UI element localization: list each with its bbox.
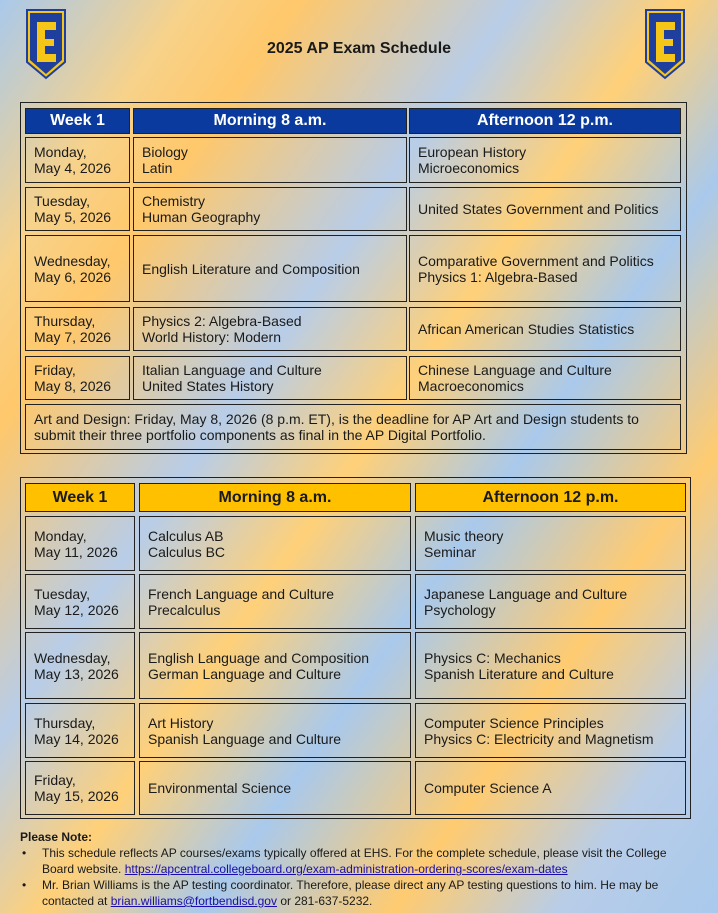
phone-text: or 281-637-5232. <box>276 894 373 908</box>
exam-name: Chemistry <box>142 193 206 209</box>
day-label: Monday, <box>34 144 87 160</box>
note-item <box>20 845 700 877</box>
week2-afternoon-cell <box>415 761 686 815</box>
exam-name: World History: Modern <box>142 329 282 345</box>
week1-day-cell <box>25 307 130 351</box>
exam-name: Latin <box>142 160 173 176</box>
week1-header-afternoon: Afternoon 12 p.m. <box>409 108 681 134</box>
exam-name: English Language and Composition <box>148 649 370 666</box>
week2-schedule-table <box>20 477 691 819</box>
exam-name: French Language and Culture <box>148 585 335 602</box>
week1-day-cell <box>25 187 130 231</box>
week2-morning-cell <box>139 761 411 815</box>
date-label: May 5, 2026 <box>34 209 112 225</box>
week2-header-week: Week 1 <box>25 483 135 512</box>
coordinator-email-link[interactable]: brian.williams@fortbendisd.gov <box>110 894 277 908</box>
week1-schedule-table <box>20 102 687 454</box>
college-board-link[interactable]: https://apcentral.collegeboard.org/exam-administration-ordering-scores/exam-dates <box>124 862 568 876</box>
week2-day-cell <box>25 703 135 758</box>
exam-name: Environmental Science <box>148 780 292 796</box>
day-label: Tuesday, <box>34 585 91 602</box>
exam-name: Psychology <box>424 601 496 618</box>
notes-list <box>20 845 700 909</box>
day-label: Tuesday, <box>34 193 91 209</box>
date-label: May 6, 2026 <box>34 268 112 285</box>
date-label: May 11, 2026 <box>34 543 118 560</box>
week2-morning-cell <box>139 516 411 571</box>
week1-afternoon-cell <box>409 307 681 351</box>
note-text: This schedule reflects AP courses/exams typically offered at EHS. For the complete schedule, please visit the College Board website. <box>42 846 667 876</box>
week1-day-cell <box>25 137 130 183</box>
week2-afternoon-cell <box>415 516 686 571</box>
exam-name: Chinese Language and Culture <box>418 362 612 378</box>
exam-name: Human Geography <box>142 209 261 225</box>
date-label: May 7, 2026 <box>34 329 112 345</box>
exam-name: Art History <box>148 714 214 731</box>
exam-name: Physics C: Electricity and Magnetism <box>424 730 654 747</box>
note-item <box>20 877 700 909</box>
exam-name: Calculus AB <box>148 527 224 544</box>
week1-morning-cell <box>133 187 407 231</box>
week1-afternoon-cell <box>409 137 681 183</box>
week2-day-cell <box>25 516 135 571</box>
date-label: May 14, 2026 <box>34 730 119 747</box>
week1-afternoon-cell <box>409 356 681 400</box>
day-label: Friday, <box>34 362 76 378</box>
exam-name: United States History <box>142 378 274 394</box>
art-design-deadline-note <box>25 404 681 450</box>
exam-name: Spanish Language and Culture <box>148 730 342 747</box>
exam-name: Physics 2: Algebra-Based <box>142 313 302 329</box>
exam-name: Comparative Government and Politics <box>418 252 654 269</box>
week2-afternoon-cell <box>415 632 686 699</box>
date-label: May 15, 2026 <box>34 788 119 804</box>
week1-header-week: Week 1 <box>25 108 130 134</box>
exam-name: English Literature and Composition <box>142 260 360 277</box>
notes-section <box>20 829 700 909</box>
date-label: May 8, 2026 <box>34 378 112 394</box>
week1-day-cell <box>25 356 130 400</box>
week2-afternoon-cell <box>415 703 686 758</box>
day-label: Wednesday, <box>34 252 111 269</box>
page-title: 2025 AP Exam Schedule <box>266 40 452 57</box>
day-label: Friday, <box>34 772 76 788</box>
week2-header-afternoon: Afternoon 12 p.m. <box>415 483 686 512</box>
week2-header-morning: Morning 8 a.m. <box>139 483 411 512</box>
week2-morning-cell <box>139 574 411 629</box>
exam-name: German Language and Culture <box>148 665 342 682</box>
footnote-text: Art and Design: Friday, May 8, 2026 (8 p.m. ET), is the deadline for AP Art and Design students to submit their three portfolio components as final in the AP Digital Portfolio. <box>34 411 639 443</box>
week2-morning-cell <box>139 632 411 699</box>
week1-header-morning: Morning 8 a.m. <box>133 108 407 134</box>
week2-day-cell <box>25 761 135 815</box>
exam-name: Macroeconomics <box>418 378 524 394</box>
day-label: Thursday, <box>34 313 96 329</box>
week2-day-cell <box>25 574 135 629</box>
week1-morning-cell <box>133 137 407 183</box>
week1-afternoon-cell <box>409 187 681 231</box>
date-label: May 12, 2026 <box>34 601 119 618</box>
exam-name: Japanese Language and Culture <box>424 585 628 602</box>
week2-afternoon-cell <box>415 574 686 629</box>
exam-name: Precalculus <box>148 601 221 618</box>
week2-morning-cell <box>139 703 411 758</box>
exam-name: Calculus BC <box>148 543 226 560</box>
exam-name: Physics 1: Algebra-Based <box>418 268 578 285</box>
exam-name: Computer Science A <box>424 780 552 796</box>
date-label: May 13, 2026 <box>34 665 119 682</box>
exam-name: European History <box>418 144 527 160</box>
exam-name: Music theory <box>424 527 504 544</box>
week1-afternoon-cell <box>409 235 681 302</box>
exam-name: Italian Language and Culture <box>142 362 322 378</box>
exam-name: Seminar <box>424 543 477 560</box>
note-text: Mr. Brian Williams is the AP testing coordinator. Therefore, please direct any AP testing questions to him. He may be contacted at <box>42 878 659 908</box>
day-label: Thursday, <box>34 714 96 731</box>
date-label: May 4, 2026 <box>34 160 112 176</box>
week2-day-cell <box>25 632 135 699</box>
exam-name: Biology <box>142 144 188 160</box>
exam-name: Physics C: Mechanics <box>424 649 561 666</box>
exam-name: African American Studies Statistics <box>418 321 635 337</box>
day-label: Monday, <box>34 527 87 544</box>
day-label: Wednesday, <box>34 649 111 666</box>
week1-morning-cell <box>133 235 407 302</box>
week1-day-cell <box>25 235 130 302</box>
exam-name: United States Government and Politics <box>418 201 659 217</box>
week1-morning-cell <box>133 356 407 400</box>
exam-name: Microeconomics <box>418 160 520 176</box>
week1-morning-cell <box>133 307 407 351</box>
exam-name: Spanish Literature and Culture <box>424 665 614 682</box>
notes-heading: Please Note: <box>20 830 93 844</box>
exam-name: Computer Science Principles <box>424 714 604 731</box>
